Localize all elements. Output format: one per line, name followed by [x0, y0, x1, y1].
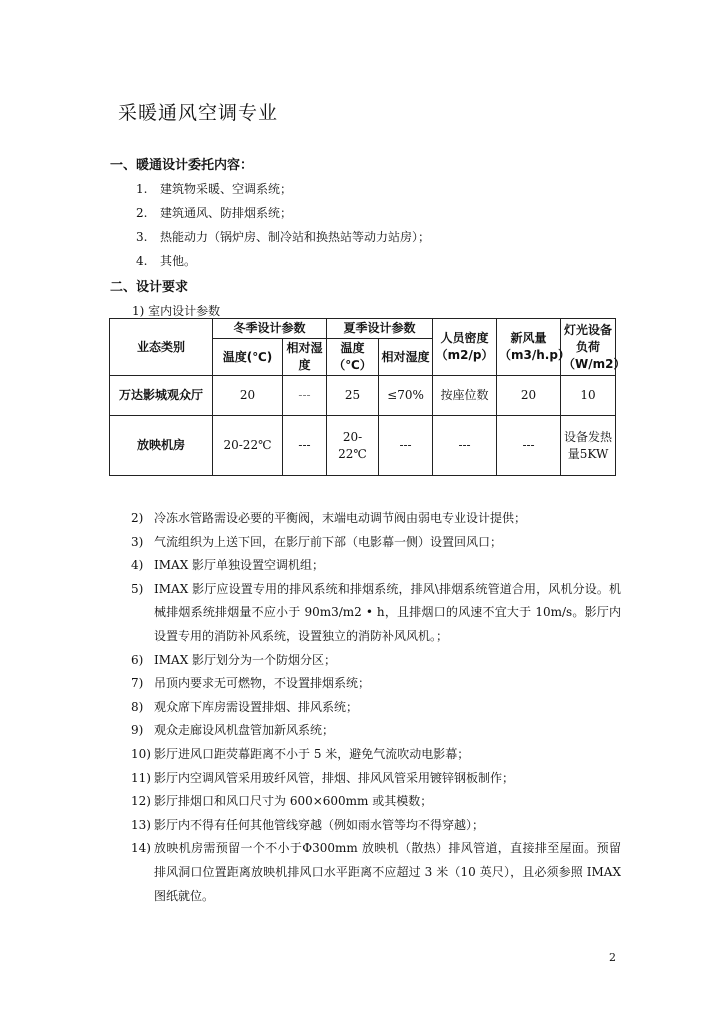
- cell-summer-temp: 25: [327, 376, 379, 416]
- item-number: 10): [131, 746, 151, 761]
- header-lighting: 灯光设备负荷（W/m2）: [561, 319, 616, 376]
- list-item: [131, 531, 621, 555]
- list-item: [131, 837, 621, 908]
- subsection-label: 1) 室内设计参数: [132, 304, 221, 318]
- page-number: 2: [609, 951, 616, 964]
- cell-summer-humidity: ---: [379, 416, 433, 476]
- cell-density: ---: [433, 416, 497, 476]
- header-winter-humidity: 相对湿度: [283, 339, 327, 376]
- section2-heading: 二、设计要求: [110, 280, 189, 295]
- item-number: 1.: [136, 182, 148, 196]
- item-text: 其他。: [160, 254, 197, 268]
- list-item: [131, 554, 621, 578]
- list-item: [136, 228, 430, 245]
- item-text: IMAX 影厅单独设置空调机组；: [154, 558, 325, 573]
- table-row: [110, 416, 616, 476]
- item-text: 影厅进风口距荧幕距离不小于 5 米，避免气流吹动电影幕；: [154, 746, 470, 761]
- item-text: 放映机房需预留一个不小于Φ300mm 放映机（散热）排风管道，直接排至屋面。预留排风洞口位置距离放映机排风口水平距离不应超过 3 米（10 英尺），且必须参照 IMAX 图纸就位。: [154, 841, 621, 903]
- header-type: 业态类别: [110, 319, 213, 376]
- cell-winter-humidity: ---: [283, 416, 327, 476]
- item-number: 4): [131, 558, 144, 573]
- header-summer-humidity: 相对湿度: [379, 339, 433, 376]
- cell-lighting: 10: [561, 376, 616, 416]
- cell-winter-temp: 20: [213, 376, 283, 416]
- list-item: [131, 814, 621, 838]
- list-item: [131, 767, 621, 791]
- item-number: 13): [131, 817, 151, 832]
- item-text: IMAX 影厅划分为一个防烟分区；: [154, 652, 337, 667]
- header-winter: 冬季设计参数: [213, 319, 327, 339]
- list-item: [131, 743, 621, 767]
- cell-density: 按座位数: [433, 376, 497, 416]
- requirements-list: [131, 507, 621, 908]
- header-density: 人员密度（m2/p）: [433, 319, 497, 376]
- header-fresh-air: 新风量（m3/h.p）: [497, 319, 561, 376]
- table-row: [110, 376, 616, 416]
- item-text: 建筑通风、防排烟系统；: [160, 206, 293, 220]
- list-item: [131, 696, 621, 720]
- item-text: 建筑物采暖、空调系统；: [160, 182, 293, 196]
- item-number: 2): [131, 511, 144, 525]
- list-item: [136, 252, 196, 269]
- header-summer: 夏季设计参数: [327, 319, 433, 339]
- item-number: 4.: [136, 254, 148, 268]
- item-text: 观众席下库房需设置排烟、排风系统；: [154, 699, 359, 714]
- item-text: 气流组织为上送下回，在影厅前下部（电影幕一侧）设置回风口；: [154, 534, 503, 549]
- item-number: 12): [131, 794, 151, 809]
- item-number: 5): [131, 581, 144, 596]
- item-number: 11): [131, 770, 151, 785]
- item-number: 3.: [136, 230, 148, 244]
- page-title: 采暖通风空调专业: [118, 102, 279, 124]
- item-text: 热能动力（锅炉房、制冷站和换热站等动力站房）；: [160, 230, 431, 244]
- item-text: 影厅内不得有任何其他管线穿越（例如雨水管等均不得穿越）；: [154, 817, 485, 832]
- item-text: 冷冻水管路需设必要的平衡阀，末端电动调节阀由弱电专业设计提供；: [154, 511, 527, 525]
- cell-type: 放映机房: [110, 416, 213, 476]
- list-item: [131, 578, 621, 649]
- item-number: 7): [131, 676, 144, 691]
- header-winter-temp: 温度(℃): [213, 339, 283, 376]
- item-number: 6): [131, 652, 144, 667]
- item-text: 影厅排烟口和风口尺寸为 600×600mm 或其模数；: [154, 794, 433, 809]
- item-number: 14): [131, 841, 151, 856]
- list-item: [131, 672, 621, 696]
- list-item: [131, 719, 621, 743]
- item-text: IMAX 影厅应设置专用的排风系统和排烟系统，排风\排烟系统管道合用，风机分设。机械排烟系统排烟量不应小于 90m3/m2 • h，且排烟口的风速不宜大于 10m/s。影厅内设置专用的消防补风系统，设置独立的消防补风风机。；: [154, 581, 621, 643]
- cell-summer-temp: 20-22℃: [327, 416, 379, 476]
- section1-heading: 一、暖通设计委托内容：: [110, 158, 254, 173]
- cell-summer-humidity: ≤70%: [379, 376, 433, 416]
- item-number: 3): [131, 534, 144, 549]
- list-item: [131, 507, 621, 531]
- list-item: [136, 204, 292, 221]
- item-text: 吊顶内要求无可燃物，不设置排烟系统；: [154, 676, 371, 691]
- cell-lighting: 设备发热量5KW: [561, 416, 616, 476]
- cell-type: 万达影城观众厅: [110, 376, 213, 416]
- list-item: [131, 649, 621, 673]
- indoor-design-params-table: [109, 318, 626, 476]
- list-item: [136, 180, 292, 197]
- cell-fresh-air: ---: [497, 416, 561, 476]
- list-item: [131, 790, 621, 814]
- cell-fresh-air: 20: [497, 376, 561, 416]
- cell-winter-humidity: ---: [283, 376, 327, 416]
- item-text: 观众走廊设风机盘管加新风系统；: [154, 723, 335, 738]
- cell-winter-temp: 20-22℃: [213, 416, 283, 476]
- item-text: 影厅内空调风管采用玻纤风管，排烟、排风风管采用镀锌钢板制作；: [154, 770, 515, 785]
- header-summer-temp: 温度（℃）: [327, 339, 379, 376]
- item-number: 9): [131, 723, 144, 738]
- item-number: 8): [131, 699, 144, 714]
- item-number: 2.: [136, 206, 148, 220]
